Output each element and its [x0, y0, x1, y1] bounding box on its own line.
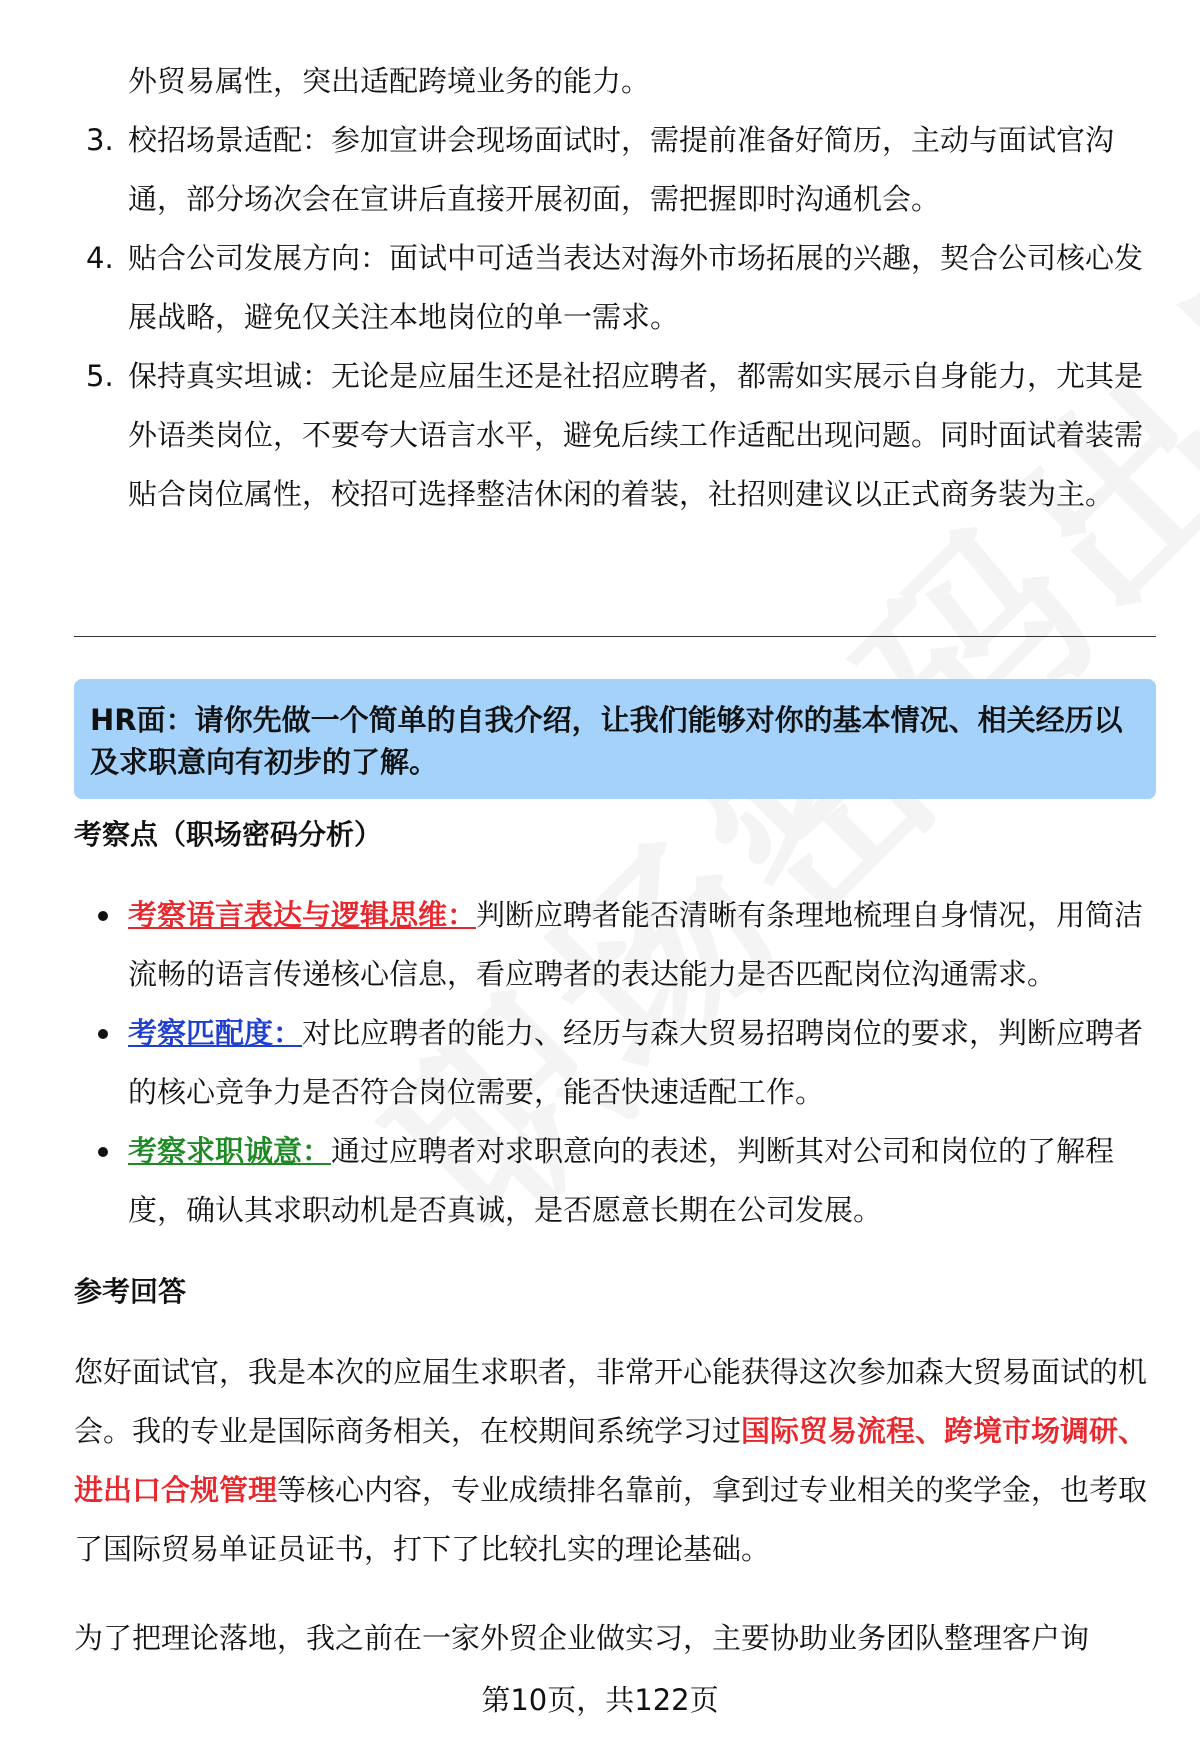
bullet-icon [98, 911, 108, 921]
analysis-item [74, 1122, 1156, 1240]
list-item-text: 校招场景适配：参加宣讲会现场面试时，需提前准备好简历，主动与面试官沟通，部分场次会在宣讲后直接开展初面，需把握即时沟通机会。 [128, 123, 1115, 216]
list-item-text: 贴合公司发展方向：面试中可适当表达对海外市场拓展的兴趣，契合公司核心发展战略，避免仅关注本地岗位的单一需求。 [128, 241, 1144, 334]
analysis-text: 通过应聘者对求职意向的表述，判断其对公司和岗位的了解程度，确认其求职动机是否真诚，是否愿意长期在公司发展。 [128, 1134, 1115, 1227]
answer-text: 等核心内容，专业成绩排名靠前，拿到过专业相关的奖学金，也考取了国际贸易单证员证书，打下了比较扎实的理论基础。 [74, 1473, 1148, 1566]
analysis-text: 判断应聘者能否清晰有条理地梳理自身情况，用简洁流畅的语言传递核心信息，看应聘者的表达能力是否匹配岗位沟通需求。 [128, 898, 1144, 991]
list-item [74, 229, 1154, 347]
analysis-keyword: 考察求职诚意： [128, 1134, 332, 1168]
page-footer: 第10页，共122页 [481, 1683, 719, 1717]
list-number: 4. [86, 241, 114, 275]
list-number: 3. [86, 123, 114, 157]
analysis-text: 对比应聘者的能力、经历与森大贸易招聘岗位的要求，判断应聘者的核心竞争力是否符合岗位需要，能否快速适配工作。 [128, 1016, 1144, 1109]
answer-title: 参考回答 [74, 1275, 187, 1308]
analysis-title: 考察点（职场密码分析） [74, 818, 383, 851]
list-item [74, 347, 1154, 524]
analysis-keyword: 考察匹配度： [128, 1016, 303, 1050]
question-box: HR面：请你先做一个简单的自我介绍，让我们能够对你的基本情况、相关经历以及求职意向有初步的了解。 [74, 679, 1156, 799]
list-item [74, 111, 1154, 229]
answer-highlight: 国际贸易流程、跨境市场调研、进出口合规管理 [74, 1414, 1148, 1507]
analysis-keyword: 考察语言表达与逻辑思维： [128, 898, 477, 932]
answer-text: 您好面试官，我是本次的应届生求职者，非常开心能获得这次参加森大贸易面试的机会。我的专业是国际商务相关，在校期间系统学习过 [74, 1355, 1148, 1448]
bullet-icon [98, 1029, 108, 1039]
section-divider [74, 636, 1156, 637]
bullet-icon [98, 1147, 108, 1157]
answer-paragraph: 为了把理论落地，我之前在一家外贸企业做实习，主要协助业务团队整理客户询 [74, 1621, 1090, 1655]
list-item-text: 保持真实坦诚：无论是应届生还是社招应聘者，都需如实展示自身能力，尤其是外语类岗位，不要夸大语言水平，避免后续工作适配出现问题。同时面试着装需贴合岗位属性，校招可选择整洁休闲的着装，社招则建议以正式商务装为主。 [128, 359, 1144, 511]
analysis-item [74, 1004, 1156, 1122]
list-number: 5. [86, 359, 114, 393]
intro-continuation: 外贸易属性，突出适配跨境业务的能力。 [128, 64, 651, 98]
analysis-item [74, 886, 1156, 1004]
answer-paragraph [74, 1343, 1159, 1579]
